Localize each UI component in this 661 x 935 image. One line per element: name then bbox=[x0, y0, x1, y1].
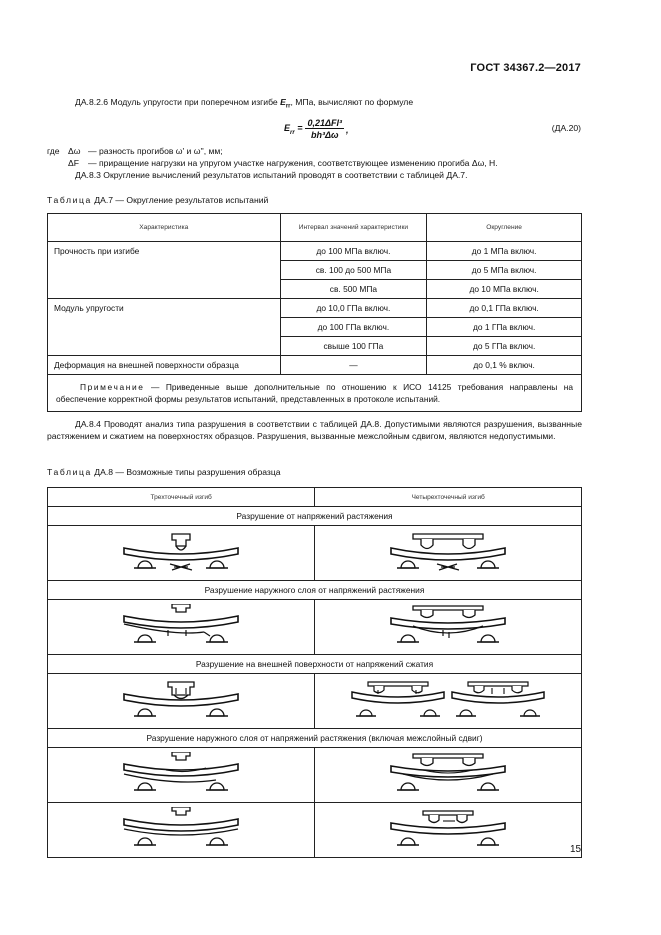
formula-lhs: E bbox=[284, 123, 291, 134]
where-intro: где bbox=[47, 146, 60, 156]
table7-interval: до 100 МПа включ. bbox=[280, 242, 427, 261]
table-da8 bbox=[47, 487, 582, 858]
table7-interval: свыше 100 ГПа bbox=[280, 337, 427, 356]
three-point-interlaminar-shear-diagram bbox=[48, 748, 315, 803]
modulus-symbol: E bbox=[280, 97, 286, 107]
table8-caption-text: ДА.8 — Возможные типы разрушения образца bbox=[94, 467, 281, 477]
table7-rounding: до 10 МПа включ. bbox=[427, 280, 582, 299]
table7-group-name: Деформация на внешней поверхности образца bbox=[48, 356, 281, 375]
three-point-tension-failure-diagram bbox=[48, 526, 315, 581]
paragraph-da826 bbox=[75, 96, 413, 113]
four-point-interlaminar-shear-icon bbox=[383, 752, 513, 798]
formula-denominator: bh³Δω bbox=[310, 130, 339, 140]
table8-section-title: Разрушение от напряжений растяжения bbox=[48, 507, 582, 526]
table7-note bbox=[48, 375, 582, 412]
table7-note-word: Примечание bbox=[80, 382, 145, 392]
table7-rounding: до 5 МПа включ. bbox=[427, 261, 582, 280]
where-sym-1: Δω bbox=[68, 146, 81, 156]
table7-caption bbox=[47, 194, 268, 206]
table7-header-rounding: Округление bbox=[427, 214, 582, 242]
table7-group-name: Прочность при изгибе bbox=[48, 242, 281, 299]
paragraph-da826-text: ДА.8.2.6 Модуль упругости при поперечном изгибе bbox=[75, 97, 278, 107]
three-point-outer-layer-tension-diagram bbox=[48, 600, 315, 655]
formula-lhs-sub: rr bbox=[290, 129, 295, 136]
document-header: ГОСТ 34367.2—2017 bbox=[470, 62, 581, 74]
table8-section-title: Разрушение наружного слоя от напряжений растяжения (включая межслойный сдвиг) bbox=[48, 729, 582, 748]
four-point-tension-failure-icon bbox=[383, 530, 513, 576]
table7-caption-word: Таблица bbox=[47, 195, 92, 205]
four-point-tension-failure-diagram bbox=[315, 526, 582, 581]
four-point-interlaminar-shear-diagram bbox=[315, 748, 582, 803]
table7-rounding: до 1 ГПа включ. bbox=[427, 318, 582, 337]
paragraph-da83: ДА.8.3 Округление вычислений результатов испытаний проводят в соответствии с таблицей ДА.7. bbox=[75, 170, 468, 180]
table7-rounding: до 0,1 ГПа включ. bbox=[427, 299, 582, 318]
table8-caption-word: Таблица bbox=[47, 467, 92, 477]
three-point-interlaminar-shear-diagram-2 bbox=[48, 803, 315, 858]
table7-interval: св. 500 МПа bbox=[280, 280, 427, 299]
table7-rounding: до 1 МПа включ. bbox=[427, 242, 582, 261]
paragraph-da84: ДА.8.4 Проводят анализ типа разрушения в соответствии с таблицей ДА.8. Допустимыми являются разрушения, вызванные растяжением и сжатием на поверхностях образцов. Разрушения, вызванные межслойным сдвигом, являются недопустимыми. bbox=[47, 419, 582, 441]
formula-label: (ДА.20) bbox=[551, 123, 581, 133]
where-desc-1: — разность прогибов ω' и ω'', мм; bbox=[88, 146, 223, 156]
table7-group-name: Модуль упругости bbox=[48, 299, 281, 356]
three-point-outer-layer-tension-icon bbox=[116, 604, 246, 650]
modulus-subscript: rr bbox=[285, 103, 291, 110]
four-point-outer-layer-tension-icon bbox=[383, 604, 513, 650]
three-point-compression-failure-diagram bbox=[48, 674, 315, 729]
formula-numerator: 0,21ΔFl³ bbox=[307, 118, 343, 128]
four-point-compression-failure-diagram bbox=[315, 674, 582, 729]
table7-interval: до 10,0 ГПа включ. bbox=[280, 299, 427, 318]
three-point-interlaminar-shear-icon-2 bbox=[116, 807, 246, 853]
table8-section-title: Разрушение наружного слоя от напряжений растяжения bbox=[48, 581, 582, 600]
four-point-interlaminar-shear-icon-2 bbox=[383, 807, 513, 853]
table8-caption bbox=[47, 466, 281, 478]
table7-interval: — bbox=[280, 356, 427, 375]
paragraph-da826-tail: , МПа, вычисляют по формуле bbox=[290, 97, 414, 107]
four-point-compression-failure-icon bbox=[348, 678, 548, 724]
table7-header-interval: Интервал значений характеристики bbox=[280, 214, 427, 242]
table7-interval: до 100 ГПа включ. bbox=[280, 318, 427, 337]
where-desc-2: — приращение нагрузки на упругом участке нагружения, соответствующее изменению прогиба Δω, Н. bbox=[88, 158, 498, 168]
four-point-interlaminar-shear-diagram-2 bbox=[315, 803, 582, 858]
table-da7 bbox=[47, 213, 582, 412]
table7-header-characteristic: Характеристика bbox=[48, 214, 281, 242]
three-point-compression-failure-icon bbox=[116, 678, 246, 724]
table8-header-four-point: Четырехточечный изгиб bbox=[315, 488, 582, 507]
three-point-tension-failure-icon bbox=[116, 530, 246, 576]
where-sym-2: ΔF bbox=[68, 158, 79, 168]
three-point-interlaminar-shear-icon bbox=[116, 752, 246, 798]
formula-da20: $E_{rr}$ = 0,21ΔFl³ , bh³Δω bbox=[284, 118, 349, 140]
table7-note-text: — Приведенные выше дополнительные по отношению к ИСО 14125 требования направлены на обеспечение корректной формы результатов испытаний, представленных в протоколе испытаний. bbox=[56, 382, 573, 404]
table7-rounding: до 5 ГПа включ. bbox=[427, 337, 582, 356]
four-point-outer-layer-tension-diagram bbox=[315, 600, 582, 655]
table7-rounding: до 0,1 % включ. bbox=[427, 356, 582, 375]
table8-section-title: Разрушение на внешней поверхности от напряжений сжатия bbox=[48, 655, 582, 674]
table7-caption-text: ДА.7 — Округление результатов испытаний bbox=[94, 195, 269, 205]
table7-interval: св. 100 до 500 МПа bbox=[280, 261, 427, 280]
page-number: 15 bbox=[570, 844, 582, 855]
table8-header-three-point: Трехточечный изгиб bbox=[48, 488, 315, 507]
